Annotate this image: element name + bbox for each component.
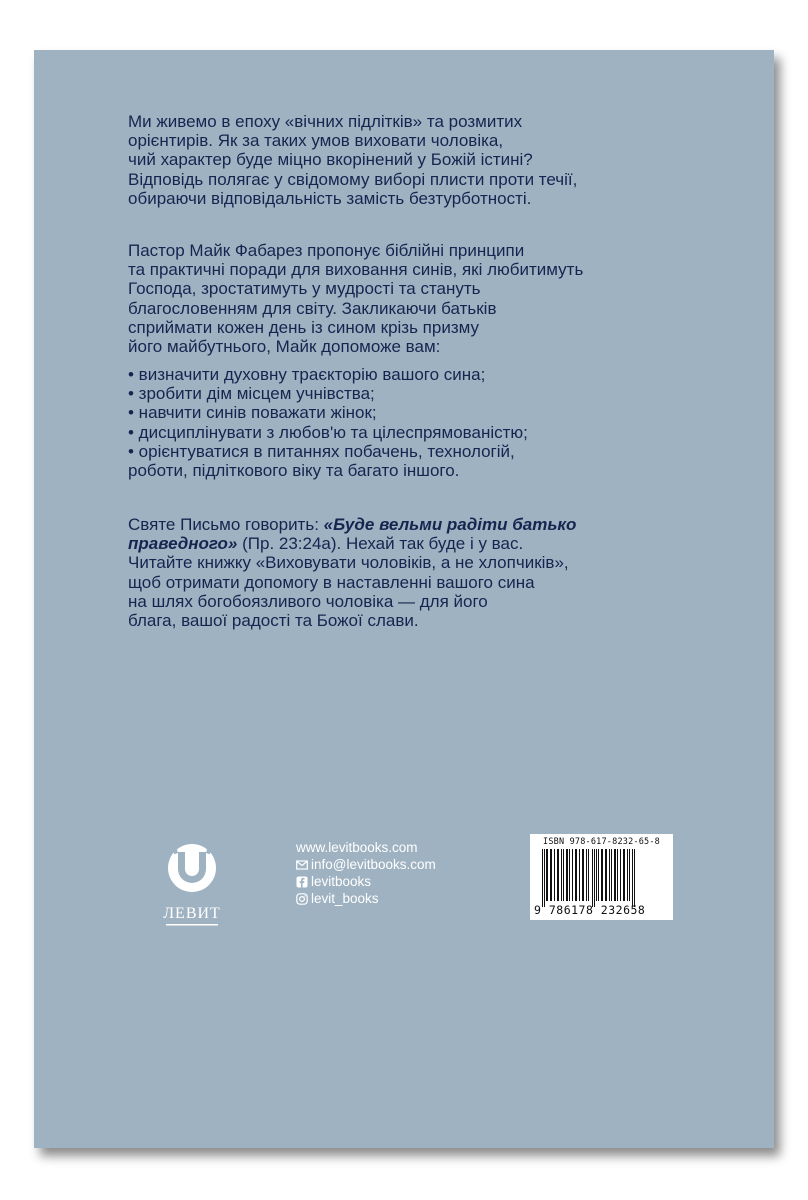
barcode-bar bbox=[598, 849, 599, 901]
bullet-item: • орієнтуватися в питаннях побачень, технологій, bbox=[128, 441, 515, 461]
scripture-quote: «Буде вельми радіти батько bbox=[323, 515, 577, 534]
facebook-handle[interactable]: levitbooks bbox=[311, 874, 372, 889]
closing-line: на шлях богобоязливого чоловіка — для його bbox=[128, 591, 488, 611]
barcode-bar bbox=[611, 849, 612, 901]
description-line: його майбутнього, Майк допоможе вам: bbox=[128, 337, 441, 357]
facebook-icon bbox=[296, 876, 308, 888]
logo-text: ЛЕВИТ bbox=[163, 905, 221, 922]
barcode-bar bbox=[609, 849, 610, 901]
instagram-row bbox=[296, 890, 436, 907]
isbn-barcode bbox=[530, 834, 673, 920]
barcode-bar bbox=[614, 849, 616, 901]
bullet-item: • зробити дім місцем учнівства; bbox=[128, 384, 375, 404]
closing-line bbox=[128, 515, 648, 534]
barcode-bar bbox=[601, 849, 603, 901]
ean-digits: 9 786178 232658 bbox=[534, 903, 646, 917]
closing-line: щоб отримати допомогу в наставленні вашого сина bbox=[128, 572, 535, 592]
bullet-item: роботи, підліткового віку та багато іншого. bbox=[128, 461, 460, 481]
envelope-icon bbox=[296, 859, 308, 871]
barcode-bar bbox=[594, 849, 595, 907]
barcode-bar bbox=[566, 849, 568, 901]
facebook-row bbox=[296, 873, 436, 890]
barcode-bar bbox=[586, 849, 587, 901]
intro-line: Відповідь полягає у свідомому виборі плисти проти течії, bbox=[128, 169, 578, 189]
intro-paragraph bbox=[128, 112, 648, 208]
instagram-icon bbox=[296, 893, 308, 905]
publisher-contacts bbox=[296, 839, 436, 907]
barcode-bar bbox=[546, 849, 548, 901]
publisher-logo bbox=[152, 838, 232, 930]
closing-line: Читайте книжку «Виховувати чоловіків, а не хлопчиків», bbox=[128, 553, 569, 573]
barcode-bar bbox=[554, 849, 555, 901]
barcode-bar bbox=[596, 849, 597, 901]
description-line: сприймати кожен день із сином крізь призму bbox=[128, 317, 480, 337]
email-row bbox=[296, 856, 436, 873]
description-line: Пастор Майк Фабарез пропонує біблійні принципи bbox=[128, 241, 525, 260]
bullet-item: • навчити синів поважати жінок; bbox=[128, 403, 377, 423]
barcode-bar bbox=[563, 849, 564, 901]
barcode-bar bbox=[629, 849, 630, 901]
bullet-item: • дисциплінувати з любов'ю та цілеспрямованістю; bbox=[128, 422, 528, 442]
barcode-bar bbox=[579, 849, 580, 901]
barcode-bar bbox=[544, 849, 545, 907]
intro-line: обираючи відповідальність замість безтурботності. bbox=[128, 188, 532, 208]
barcode-bar bbox=[617, 849, 618, 901]
barcode-bar bbox=[575, 849, 577, 901]
isbn-label: ISBN 978-617-8232-65-8 bbox=[543, 837, 660, 847]
barcode-bar bbox=[550, 849, 552, 901]
barcode-bar bbox=[582, 849, 584, 901]
barcode-bar bbox=[623, 849, 625, 901]
barcode-bar bbox=[592, 849, 593, 907]
website-row bbox=[296, 839, 436, 856]
instagram-handle[interactable]: levit_books bbox=[311, 891, 379, 906]
barcode-bar bbox=[620, 849, 621, 901]
intro-line: орієнтирів. Як за таких умов виховати чоловіка, bbox=[128, 131, 504, 151]
description-line: Господа, зростатимуть у мудрості та стануть bbox=[128, 279, 481, 299]
barcode-bar bbox=[588, 849, 589, 901]
bullet-list bbox=[128, 365, 648, 480]
scripture-quote-end: праведного» bbox=[128, 534, 238, 554]
description-line: благословенням для світу. Закликаючи батьків bbox=[128, 298, 497, 318]
closing-line: блага, вашої радості та Божої слави. bbox=[128, 611, 419, 631]
intro-line: чий характер буде міцно вкорінений у Божій істині? bbox=[128, 150, 533, 170]
closing-prefix: Святе Письмо говорить: bbox=[128, 515, 324, 534]
barcode-bar bbox=[572, 849, 573, 901]
barcode-bar bbox=[557, 849, 559, 901]
barcode-bar bbox=[561, 849, 562, 901]
barcode-bar bbox=[569, 849, 570, 901]
description-line: та практичні поради для виховання синів, які любитимуть bbox=[128, 260, 584, 280]
barcode-bar bbox=[605, 849, 607, 901]
barcode-bar bbox=[542, 849, 543, 907]
intro-line: Ми живемо в епоху «вічних підлітків» та розмитих bbox=[128, 112, 523, 131]
closing-line bbox=[128, 534, 648, 553]
bullet-item: • визначити духовну траєкторію вашого сина; bbox=[128, 365, 486, 384]
website-link[interactable]: www.levitbooks.com bbox=[296, 840, 418, 855]
barcode-bar bbox=[632, 849, 633, 907]
description-paragraph bbox=[128, 241, 648, 356]
barcode-bar bbox=[634, 849, 635, 907]
closing-reference: (Пр. 23:24а). Нехай так буде і у вас. bbox=[237, 534, 524, 554]
email-link[interactable]: info@levitbooks.com bbox=[311, 857, 436, 872]
closing-paragraph bbox=[128, 515, 648, 630]
barcode-bar bbox=[627, 849, 628, 901]
barcode-bars-icon bbox=[542, 849, 666, 909]
